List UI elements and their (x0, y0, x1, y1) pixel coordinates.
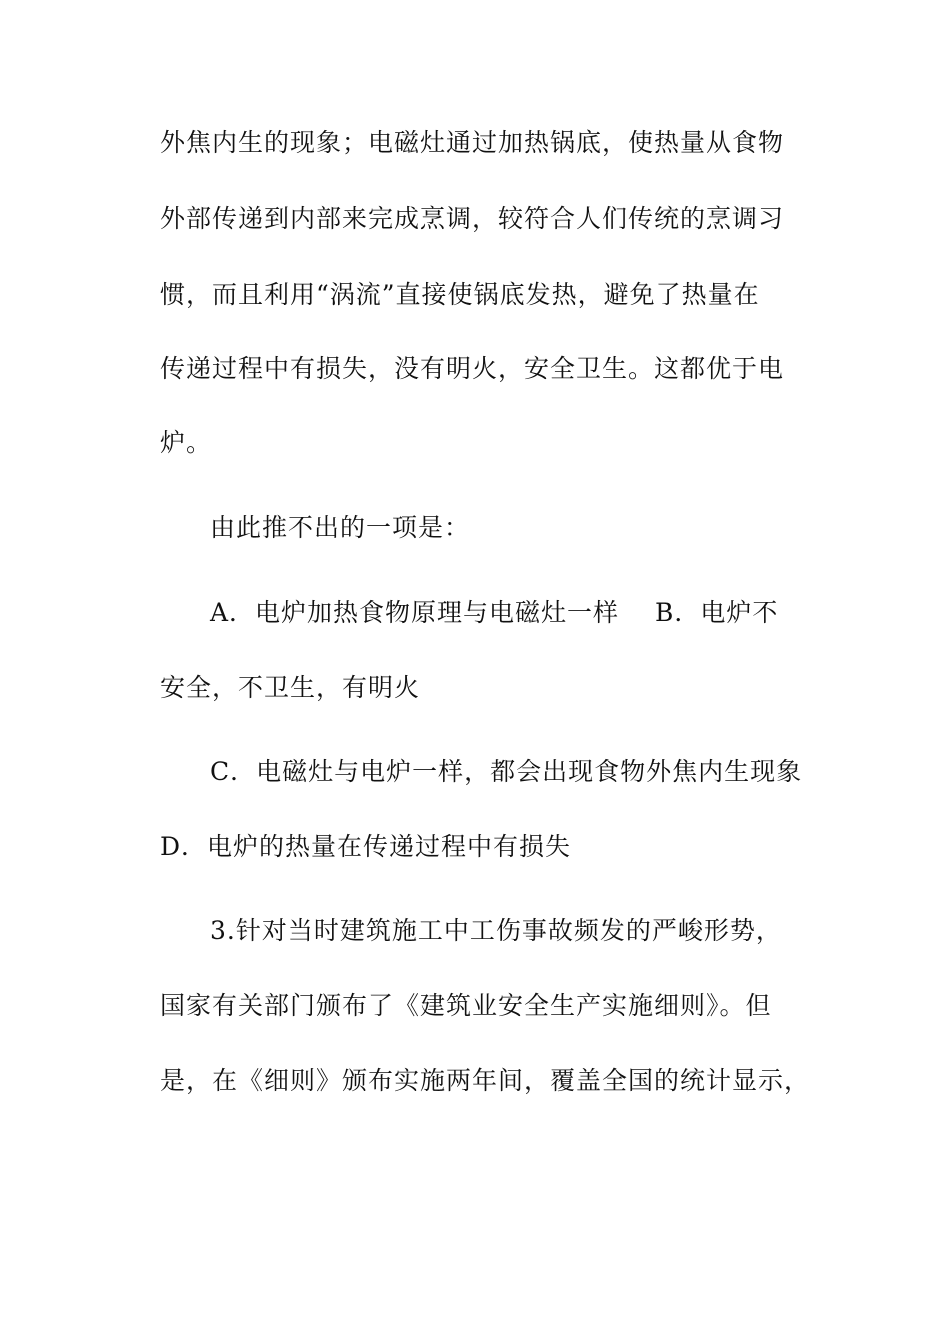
question-prompt: 由此推不出的一项是： (210, 513, 471, 542)
option-b-start: B．电炉不 (655, 598, 779, 627)
paragraph-line: 惯，而且利用“涡流”直接使锅底发热，避免了热量在 (160, 280, 760, 309)
option-b-end: 安全，不卫生，有明火 (160, 673, 421, 702)
paragraph-line: 外焦内生的现象；电磁灶通过加热锅底，使热量从食物 (160, 128, 785, 157)
option-a: A．电炉加热食物原理与电磁灶一样 (210, 598, 620, 627)
paragraph-line: 外部传递到内部来完成烹调，较符合人们传统的烹调习 (160, 204, 785, 233)
paragraph-line: 是，在《细则》颁布实施两年间，覆盖全国的统计显示， (160, 1066, 811, 1095)
paragraph-line: 3.针对当时建筑施工中工伤事故频发的严峻形势， (210, 916, 782, 945)
option-c: C．电磁灶与电炉一样，都会出现食物外焦内生现象 (210, 757, 803, 786)
paragraph-line: 国家有关部门颁布了《建筑业安全生产实施细则》。但 (160, 991, 772, 1020)
option-d: D．电炉的热量在传递过程中有损失 (160, 832, 572, 861)
paragraph-line: 传递过程中有损失，没有明火，安全卫生。这都优于电 (160, 354, 785, 383)
paragraph-line: 炉。 (160, 428, 213, 457)
